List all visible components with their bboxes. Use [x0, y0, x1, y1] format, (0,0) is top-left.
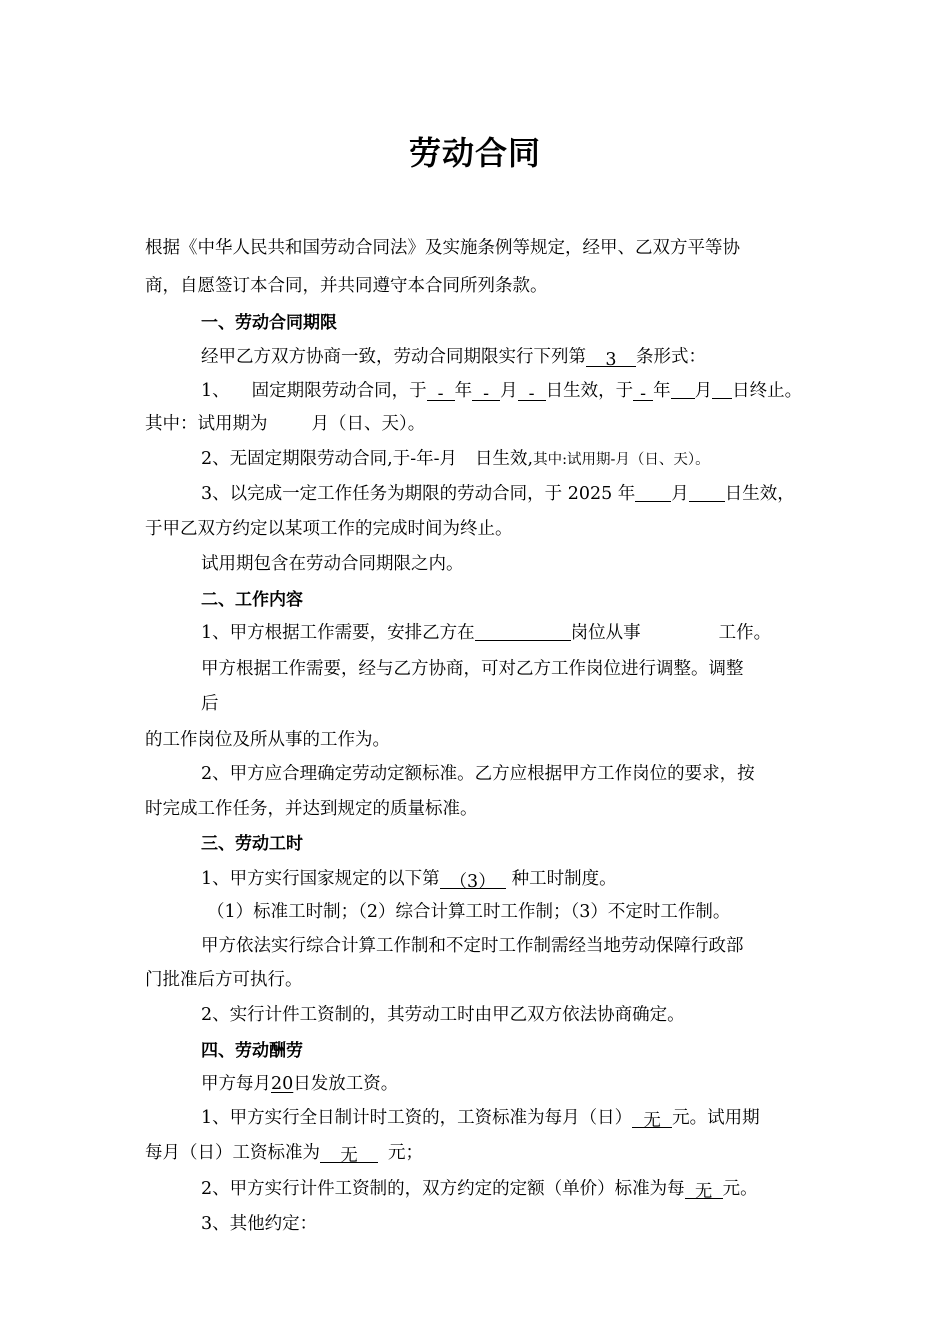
text: 1、甲方根据工作需要，安排乙方在 [201, 623, 475, 643]
blank [689, 483, 725, 502]
payday-line [201, 1072, 881, 1096]
text: 元。试用期 [672, 1108, 760, 1128]
wage-standard [632, 1109, 672, 1131]
text: 日生效， [724, 484, 795, 504]
document-title: 劳动合同 [408, 134, 541, 172]
hours-system-number [440, 870, 506, 892]
blank [518, 382, 546, 404]
text: 1、甲方实行全日制计时工资的，工资标准为每月（日） [201, 1108, 633, 1128]
position-blank [475, 622, 571, 641]
value: - [528, 384, 535, 404]
value: 无 [694, 1182, 713, 1202]
term-clause-line [201, 345, 881, 369]
quota-line-2: 时完成工作任务，并达到规定的质量标准。 [145, 799, 478, 819]
work-adjust-line: 甲方根据工作需要，经与乙方协商，可对乙方工作岗位进行调整。调整 [201, 659, 744, 679]
task-term-line [201, 482, 881, 506]
text: 其中:试用期-月（日、天）。 [533, 452, 710, 468]
blank [427, 382, 455, 404]
blank [633, 382, 653, 404]
text: 月 [694, 381, 713, 401]
hours-approval-line-2: 门批准后方可执行。 [145, 970, 303, 990]
text: 3、以完成一定工作任务为期限的劳动合同，于 2025 年 [201, 484, 636, 504]
value: 3 [605, 350, 617, 370]
piece-rate [685, 1180, 723, 1202]
probation-wage [320, 1144, 378, 1166]
intro-line-2: 商，自愿签订本合同，并共同遵守本合同所列条款。 [145, 276, 548, 296]
blank [472, 382, 500, 404]
section-heading-pay: 四、劳动酬劳 [201, 1041, 303, 1061]
blank [635, 483, 671, 502]
hours-options-line: （1）标准工时制；（2）综合计算工时工作制；（3）不定时工作制。 [207, 902, 731, 922]
intro-line-1: 根据《中华人民共和国劳动合同法》及实施条例等规定，经甲、乙双方平等协 [145, 238, 740, 258]
text: 1、甲方实行国家规定的以下第 [201, 869, 440, 889]
section-heading-hours: 三、劳动工时 [201, 834, 303, 854]
work-position-line [201, 621, 881, 645]
hourly-wage-line [201, 1106, 881, 1130]
text: 月 [500, 381, 518, 401]
quota-line: 2、甲方应合理确定劳动定额标准。乙方应根据甲方工作岗位的要求，按 [201, 764, 755, 784]
term-form-number [586, 348, 636, 370]
text: 其中：试用期为 [145, 414, 268, 434]
hours-approval-line: 甲方依法实行综合计算工作制和不定时工作制需经当地劳动保障行政部 [201, 936, 744, 956]
text: 元； [388, 1143, 423, 1163]
probation-wage-line [145, 1141, 825, 1165]
text: 经甲乙方双方协商一致，劳动合同期限实行下列第 [201, 347, 586, 367]
text: 元。 [722, 1179, 758, 1199]
item-number: 1、 [201, 381, 230, 401]
text: 日生效，于 [545, 381, 634, 401]
text: 甲方每月 [201, 1074, 271, 1094]
text: 日发放工资。 [293, 1074, 399, 1094]
text: 每月（日）工资标准为 [145, 1143, 320, 1163]
blank [671, 380, 695, 399]
text: 月 [671, 484, 689, 504]
value: - [437, 384, 444, 404]
piecework-hours-line: 2、实行计件工资制的，其劳动工时由甲乙双方依法协商确定。 [201, 1005, 685, 1025]
payday-value: 20 [271, 1074, 294, 1094]
task-term-line-2: 于甲乙双方约定以某项工作的完成时间为终止。 [145, 519, 513, 539]
text: 2、无固定期限劳动合同,于-年-月 [201, 449, 458, 469]
section-heading-work: 二、工作内容 [201, 590, 303, 610]
text: 年 [454, 381, 473, 401]
work-adjust-line-3: 的工作岗位及所从事的工作为。 [145, 730, 390, 750]
section-heading-term: 一、劳动合同期限 [201, 313, 337, 333]
text: 固定期限劳动合同，于 [251, 381, 427, 401]
probation-line [145, 412, 825, 436]
hours-system-line [201, 867, 881, 891]
value: （3） [449, 872, 496, 892]
text: 年 [653, 381, 671, 401]
open-term-line [201, 447, 881, 472]
text: 岗位从事 [570, 623, 641, 643]
text: 月（日、天）。 [311, 414, 426, 434]
value: 无 [643, 1111, 661, 1131]
probation-note: 试用期包含在劳动合同期限之内。 [201, 554, 464, 574]
text: 条形式： [636, 347, 706, 367]
piece-rate-line [201, 1177, 881, 1201]
value: - [640, 384, 647, 404]
other-terms-line: 3、其他约定： [201, 1214, 318, 1234]
text: 种工时制度。 [511, 869, 617, 889]
text: 日终止。 [732, 381, 803, 401]
text: 2、甲方实行计件工资制的，双方约定的定额（单价）标准为每 [201, 1179, 685, 1199]
value: 无 [340, 1146, 358, 1166]
text: 日生效, [475, 449, 534, 469]
work-adjust-line-2: 后 [201, 694, 219, 714]
text: 工作。 [718, 623, 772, 643]
fixed-term-line [201, 379, 881, 403]
blank [712, 380, 732, 399]
value: - [483, 384, 490, 404]
